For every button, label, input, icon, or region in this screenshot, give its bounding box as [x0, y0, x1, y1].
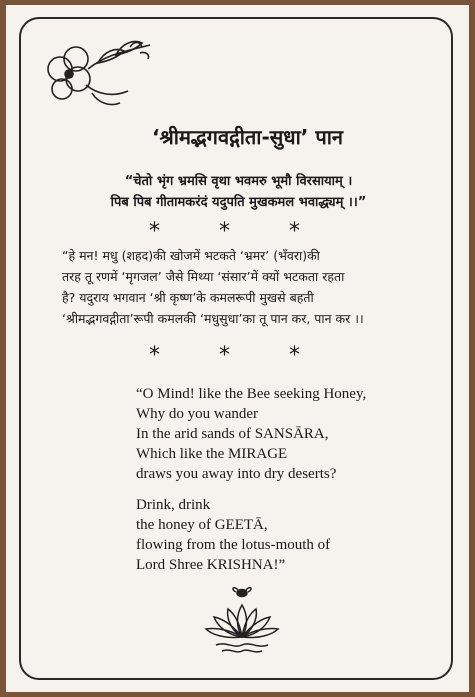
lotus-with-bee-icon — [202, 587, 282, 657]
hindi-line: “हे मन! मधु (शहद)की खोजमें भटकते ‘भ्रमर’ (भँवरा)की — [62, 248, 320, 263]
hindi-line: है? यदुराय भगवान ‘श्री कृष्ण’के कमलरूपी मुखसे बहती — [62, 290, 314, 305]
english-line: flowing from the lotus-mouth of — [136, 537, 331, 553]
english-line: “O Mind! like the Bee seeking Honey, — [136, 386, 367, 402]
page-title: ‘श्रीमद्भगवद्गीता-सुधा’ पान — [152, 125, 343, 149]
sanskrit-verse-line: “चेतो भृंग भ्रमसि वृथा भवमरु भूमौ विरसायाम् । — [124, 174, 353, 189]
page — [6, 5, 469, 692]
english-line: the honey of GEETĀ, — [136, 517, 268, 533]
english-line: Lord Shree KRISHNA!” — [136, 557, 286, 573]
separator-stars: * * * — [149, 343, 326, 368]
hindi-line: तरह तू रणमें ‘मृगजल’ जैसे मिथ्या ‘संसार’में क्यों भटकता रहता — [62, 269, 345, 284]
english-line: Why do you wander — [136, 406, 259, 422]
english-line: In the arid sands of SANSĀRA, — [136, 426, 329, 442]
sanskrit-verse-line: पिब पिब गीतामकरंदं यदुपति मुखकमल भवाद्ध्यम् ।।” — [110, 195, 367, 210]
floral-ornament-icon — [38, 33, 158, 113]
english-line: Drink, drink — [136, 497, 211, 513]
separator-stars: * * * — [149, 219, 326, 244]
english-line: draws you away into dry deserts? — [136, 466, 337, 482]
english-line: Which like the MIRAGE — [136, 446, 288, 462]
hindi-line: ‘श्रीमद्भगवद्गीता’रूपी कमलकी ‘मधुसुधा’का तू पान कर, पान कर ।। — [62, 311, 364, 326]
